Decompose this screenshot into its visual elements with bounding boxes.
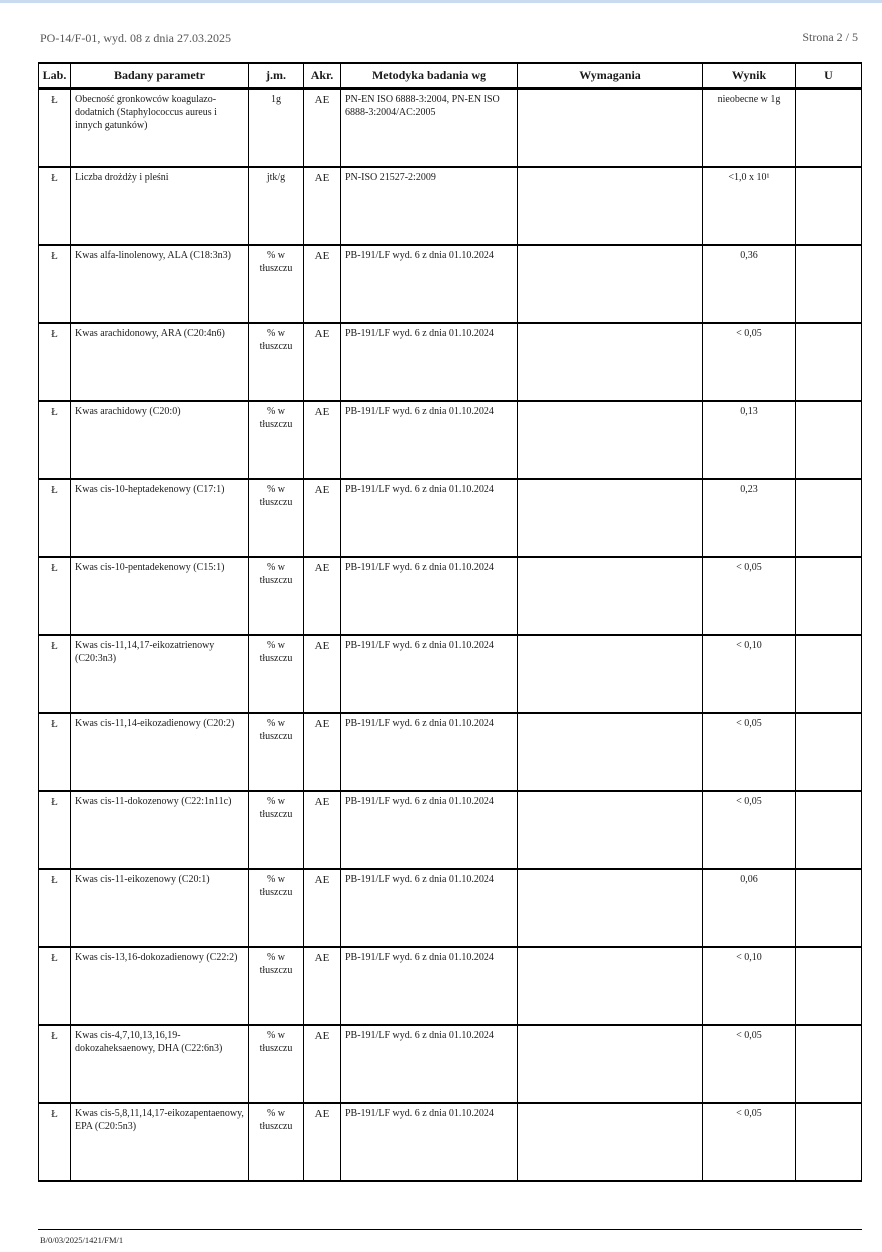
cell-uncertainty — [796, 89, 862, 168]
cell-parameter: Kwas cis-4,7,10,13,16,19-dokozaheksaenowy, DHA (C22:6n3) — [71, 1025, 249, 1103]
col-header-uncertainty: U — [796, 63, 862, 89]
cell-requirements — [518, 869, 703, 947]
cell-requirements — [518, 167, 703, 245]
cell-unit: % w tłuszczu — [249, 713, 304, 791]
top-border — [0, 0, 882, 3]
cell-accreditation: AE — [304, 323, 341, 401]
cell-parameter: Kwas cis-13,16-dokozadienowy (C22:2) — [71, 947, 249, 1025]
cell-parameter: Kwas cis-11,14,17-eikozatrienowy (C20:3n3) — [71, 635, 249, 713]
cell-method: PB-191/LF wyd. 6 z dnia 01.10.2024 — [341, 713, 518, 791]
cell-requirements — [518, 323, 703, 401]
table-row — [39, 635, 862, 713]
cell-lab: Ł — [39, 557, 71, 635]
cell-method: PN-ISO 21527-2:2009 — [341, 167, 518, 245]
cell-requirements — [518, 791, 703, 869]
cell-result: < 0,10 — [703, 947, 796, 1025]
cell-unit: % w tłuszczu — [249, 947, 304, 1025]
table-row — [39, 479, 862, 557]
cell-result: < 0,05 — [703, 323, 796, 401]
cell-accreditation: AE — [304, 1103, 341, 1181]
cell-unit: jtk/g — [249, 167, 304, 245]
cell-lab: Ł — [39, 1103, 71, 1181]
table-row — [39, 791, 862, 869]
cell-parameter: Liczba drożdży i pleśni — [71, 167, 249, 245]
cell-uncertainty — [796, 1025, 862, 1103]
cell-method: PB-191/LF wyd. 6 z dnia 01.10.2024 — [341, 245, 518, 323]
col-header-unit: j.m. — [249, 63, 304, 89]
cell-accreditation: AE — [304, 1025, 341, 1103]
cell-requirements — [518, 1103, 703, 1181]
cell-result: 0,23 — [703, 479, 796, 557]
cell-uncertainty — [796, 713, 862, 791]
cell-parameter: Kwas cis-11-eikozenowy (C20:1) — [71, 869, 249, 947]
cell-lab: Ł — [39, 869, 71, 947]
cell-result: 0,13 — [703, 401, 796, 479]
cell-result: < 0,05 — [703, 557, 796, 635]
col-header-requirements: Wymagania — [518, 63, 703, 89]
cell-lab: Ł — [39, 1025, 71, 1103]
cell-accreditation: AE — [304, 713, 341, 791]
cell-accreditation: AE — [304, 401, 341, 479]
cell-parameter: Kwas alfa-linolenowy, ALA (C18:3n3) — [71, 245, 249, 323]
cell-result: nieobecne w 1g — [703, 89, 796, 168]
results-table — [38, 62, 862, 1182]
cell-unit: % w tłuszczu — [249, 557, 304, 635]
cell-uncertainty — [796, 479, 862, 557]
cell-method: PB-191/LF wyd. 6 z dnia 01.10.2024 — [341, 869, 518, 947]
cell-method: PB-191/LF wyd. 6 z dnia 01.10.2024 — [341, 947, 518, 1025]
cell-unit: 1g — [249, 89, 304, 168]
cell-unit: % w tłuszczu — [249, 635, 304, 713]
cell-lab: Ł — [39, 245, 71, 323]
cell-parameter: Kwas cis-10-heptadekenowy (C17:1) — [71, 479, 249, 557]
cell-result: < 0,05 — [703, 791, 796, 869]
cell-unit: % w tłuszczu — [249, 1103, 304, 1181]
cell-accreditation: AE — [304, 479, 341, 557]
cell-accreditation: AE — [304, 635, 341, 713]
cell-unit: % w tłuszczu — [249, 479, 304, 557]
cell-parameter: Kwas cis-11,14-eikozadienowy (C20:2) — [71, 713, 249, 791]
document-code: PO-14/F-01, wyd. 08 z dnia 27.03.2025 — [40, 31, 231, 45]
cell-requirements — [518, 479, 703, 557]
cell-unit: % w tłuszczu — [249, 323, 304, 401]
cell-method: PB-191/LF wyd. 6 z dnia 01.10.2024 — [341, 635, 518, 713]
cell-uncertainty — [796, 635, 862, 713]
cell-unit: % w tłuszczu — [249, 791, 304, 869]
cell-parameter: Kwas cis-5,8,11,14,17-eikozapentaenowy, EPA (C20:5n3) — [71, 1103, 249, 1181]
cell-method: PN-EN ISO 6888-3:2004, PN-EN ISO 6888-3:2004/AC:2005 — [341, 89, 518, 168]
cell-uncertainty — [796, 869, 862, 947]
col-header-result: Wynik — [703, 63, 796, 89]
cell-accreditation: AE — [304, 869, 341, 947]
cell-lab: Ł — [39, 479, 71, 557]
cell-parameter: Kwas cis-10-pentadekenowy (C15:1) — [71, 557, 249, 635]
cell-parameter: Kwas arachidonowy, ARA (C20:4n6) — [71, 323, 249, 401]
cell-uncertainty — [796, 167, 862, 245]
col-header-accreditation: Akr. — [304, 63, 341, 89]
col-header-lab: Lab. — [39, 63, 71, 89]
cell-unit: % w tłuszczu — [249, 1025, 304, 1103]
table-header-row — [39, 63, 862, 89]
cell-uncertainty — [796, 323, 862, 401]
cell-method: PB-191/LF wyd. 6 z dnia 01.10.2024 — [341, 479, 518, 557]
footer-divider — [38, 1229, 862, 1230]
cell-accreditation: AE — [304, 167, 341, 245]
cell-result: 0,36 — [703, 245, 796, 323]
cell-requirements — [518, 635, 703, 713]
col-header-method: Metodyka badania wg — [341, 63, 518, 89]
cell-accreditation: AE — [304, 791, 341, 869]
cell-unit: % w tłuszczu — [249, 401, 304, 479]
cell-uncertainty — [796, 557, 862, 635]
cell-accreditation: AE — [304, 245, 341, 323]
cell-requirements — [518, 713, 703, 791]
cell-uncertainty — [796, 401, 862, 479]
table-row — [39, 713, 862, 791]
cell-uncertainty — [796, 245, 862, 323]
cell-method: PB-191/LF wyd. 6 z dnia 01.10.2024 — [341, 1103, 518, 1181]
cell-unit: % w tłuszczu — [249, 245, 304, 323]
cell-method: PB-191/LF wyd. 6 z dnia 01.10.2024 — [341, 791, 518, 869]
cell-lab: Ł — [39, 791, 71, 869]
cell-lab: Ł — [39, 947, 71, 1025]
table-row — [39, 89, 862, 168]
cell-accreditation: AE — [304, 947, 341, 1025]
cell-requirements — [518, 245, 703, 323]
cell-requirements — [518, 401, 703, 479]
cell-uncertainty — [796, 1103, 862, 1181]
table-row — [39, 869, 862, 947]
cell-lab: Ł — [39, 323, 71, 401]
cell-requirements — [518, 89, 703, 168]
cell-lab: Ł — [39, 89, 71, 168]
cell-lab: Ł — [39, 713, 71, 791]
cell-lab: Ł — [39, 167, 71, 245]
col-header-parameter: Badany parametr — [71, 63, 249, 89]
cell-uncertainty — [796, 791, 862, 869]
cell-result: < 0,05 — [703, 1103, 796, 1181]
table-row — [39, 557, 862, 635]
table-row — [39, 167, 862, 245]
cell-unit: % w tłuszczu — [249, 869, 304, 947]
cell-result: < 0,10 — [703, 635, 796, 713]
table-row — [39, 1103, 862, 1181]
cell-lab: Ł — [39, 635, 71, 713]
cell-parameter: Obecność gronkowców koagulazo-dodatnich (Staphylococcus aureus i innych gatunków) — [71, 89, 249, 168]
cell-lab: Ł — [39, 401, 71, 479]
cell-method: PB-191/LF wyd. 6 z dnia 01.10.2024 — [341, 323, 518, 401]
footer-code: B/0/03/2025/1421/FM/1 — [40, 1235, 124, 1245]
page-number: Strona 2 / 5 — [802, 30, 858, 44]
cell-requirements — [518, 947, 703, 1025]
cell-result: 0,06 — [703, 869, 796, 947]
table-row — [39, 401, 862, 479]
cell-accreditation: AE — [304, 89, 341, 168]
cell-requirements — [518, 1025, 703, 1103]
cell-result: < 0,05 — [703, 1025, 796, 1103]
cell-method: PB-191/LF wyd. 6 z dnia 01.10.2024 — [341, 401, 518, 479]
cell-uncertainty — [796, 947, 862, 1025]
cell-requirements — [518, 557, 703, 635]
cell-parameter: Kwas arachidowy (C20:0) — [71, 401, 249, 479]
cell-parameter: Kwas cis-11-dokozenowy (C22:1n11c) — [71, 791, 249, 869]
table-row — [39, 1025, 862, 1103]
cell-method: PB-191/LF wyd. 6 z dnia 01.10.2024 — [341, 1025, 518, 1103]
cell-accreditation: AE — [304, 557, 341, 635]
cell-result: < 0,05 — [703, 713, 796, 791]
cell-result: <1,0 x 10¹ — [703, 167, 796, 245]
cell-method: PB-191/LF wyd. 6 z dnia 01.10.2024 — [341, 557, 518, 635]
table-row — [39, 323, 862, 401]
table-row — [39, 947, 862, 1025]
table-row — [39, 245, 862, 323]
